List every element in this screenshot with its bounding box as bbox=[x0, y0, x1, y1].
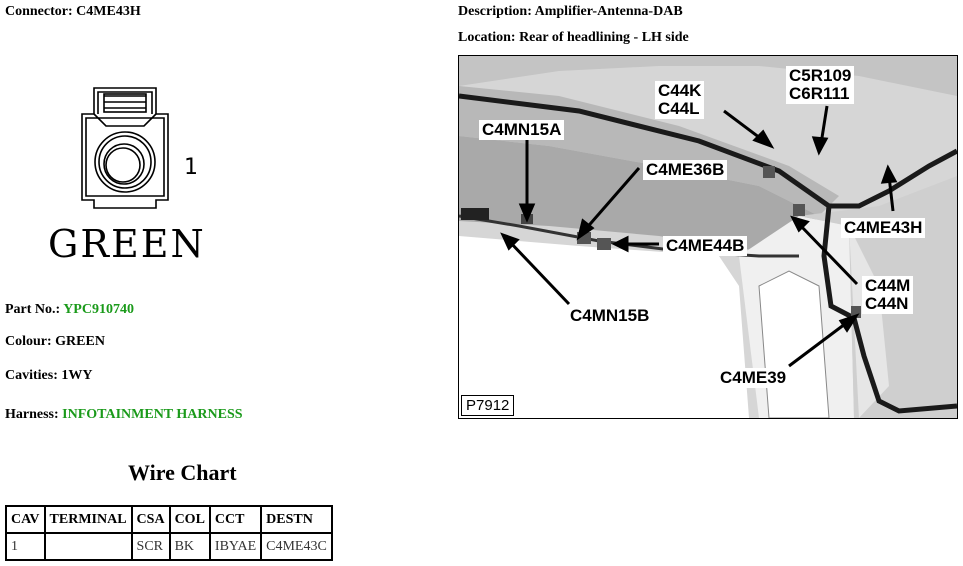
colour-value: GREEN bbox=[55, 334, 105, 349]
wire-chart-table bbox=[5, 505, 333, 561]
connector-value: C4ME43H bbox=[76, 4, 141, 19]
callout-c4mn15a: C4MN15A bbox=[479, 120, 564, 140]
part-no-label: Part No.: bbox=[5, 302, 61, 317]
cavities-label: Cavities: bbox=[5, 368, 58, 383]
cell-col: BK bbox=[170, 533, 210, 560]
callout-c5r109-c6r111 bbox=[786, 66, 854, 104]
callout-c44l: C44L bbox=[658, 99, 700, 118]
cell-csa: SCR bbox=[132, 533, 170, 560]
pin-number: 1 bbox=[184, 155, 198, 180]
cavities-row bbox=[5, 368, 93, 384]
location-value: Rear of headlining - LH side bbox=[519, 30, 689, 45]
cell-cct: IBYAE bbox=[210, 533, 261, 560]
table-header-row bbox=[6, 506, 332, 533]
callout-c4me44b: C4ME44B bbox=[663, 236, 747, 256]
description-label: Description: bbox=[458, 4, 532, 19]
cavities-value: 1WY bbox=[61, 368, 93, 383]
connector-label: Connector: bbox=[5, 4, 73, 19]
colour-label: Colour: bbox=[5, 334, 52, 349]
harness-value[interactable]: INFOTAINMENT HARNESS bbox=[62, 407, 243, 422]
cell-terminal bbox=[45, 533, 132, 560]
callout-c4mn15b: C4MN15B bbox=[567, 306, 652, 326]
connector-face-diagram bbox=[76, 82, 206, 212]
connector-colour-text: GREEN bbox=[48, 222, 206, 266]
column-header: CAV bbox=[6, 506, 45, 533]
location-heading bbox=[458, 30, 689, 46]
column-header: CSA bbox=[132, 506, 170, 533]
callout-c44k-c44l bbox=[655, 81, 704, 119]
callout-c44m: C44M bbox=[865, 276, 911, 295]
description-value: Amplifier-Antenna-DAB bbox=[534, 4, 683, 19]
column-header: CCT bbox=[210, 506, 261, 533]
part-no-row bbox=[5, 302, 134, 318]
connector-heading bbox=[5, 4, 141, 20]
callout-c4me43h: C4ME43H bbox=[841, 218, 925, 238]
callout-c44m-c44n bbox=[862, 276, 913, 314]
description-heading bbox=[458, 4, 683, 20]
photo-reference: P7912 bbox=[461, 395, 514, 416]
callout-c44k: C44K bbox=[658, 81, 702, 100]
cell-cav: 1 bbox=[6, 533, 45, 560]
column-header: COL bbox=[170, 506, 210, 533]
harness-row bbox=[5, 407, 243, 423]
location-label: Location: bbox=[458, 30, 516, 45]
column-header: DESTN bbox=[261, 506, 332, 533]
callout-c5r109: C5R109 bbox=[789, 66, 852, 85]
callout-c6r111: C6R111 bbox=[789, 84, 850, 103]
location-photo bbox=[458, 55, 958, 419]
table-row bbox=[6, 533, 332, 560]
cell-destn: C4ME43C bbox=[261, 533, 332, 560]
part-no-value[interactable]: YPC910740 bbox=[63, 302, 134, 317]
harness-label: Harness: bbox=[5, 407, 59, 422]
colour-row bbox=[5, 334, 105, 350]
callout-c4me39: C4ME39 bbox=[717, 368, 789, 388]
column-header: TERMINAL bbox=[45, 506, 132, 533]
wire-chart-title: Wire Chart bbox=[128, 460, 237, 485]
callout-c4me36b: C4ME36B bbox=[643, 160, 727, 180]
callout-c44n: C44N bbox=[865, 294, 909, 313]
